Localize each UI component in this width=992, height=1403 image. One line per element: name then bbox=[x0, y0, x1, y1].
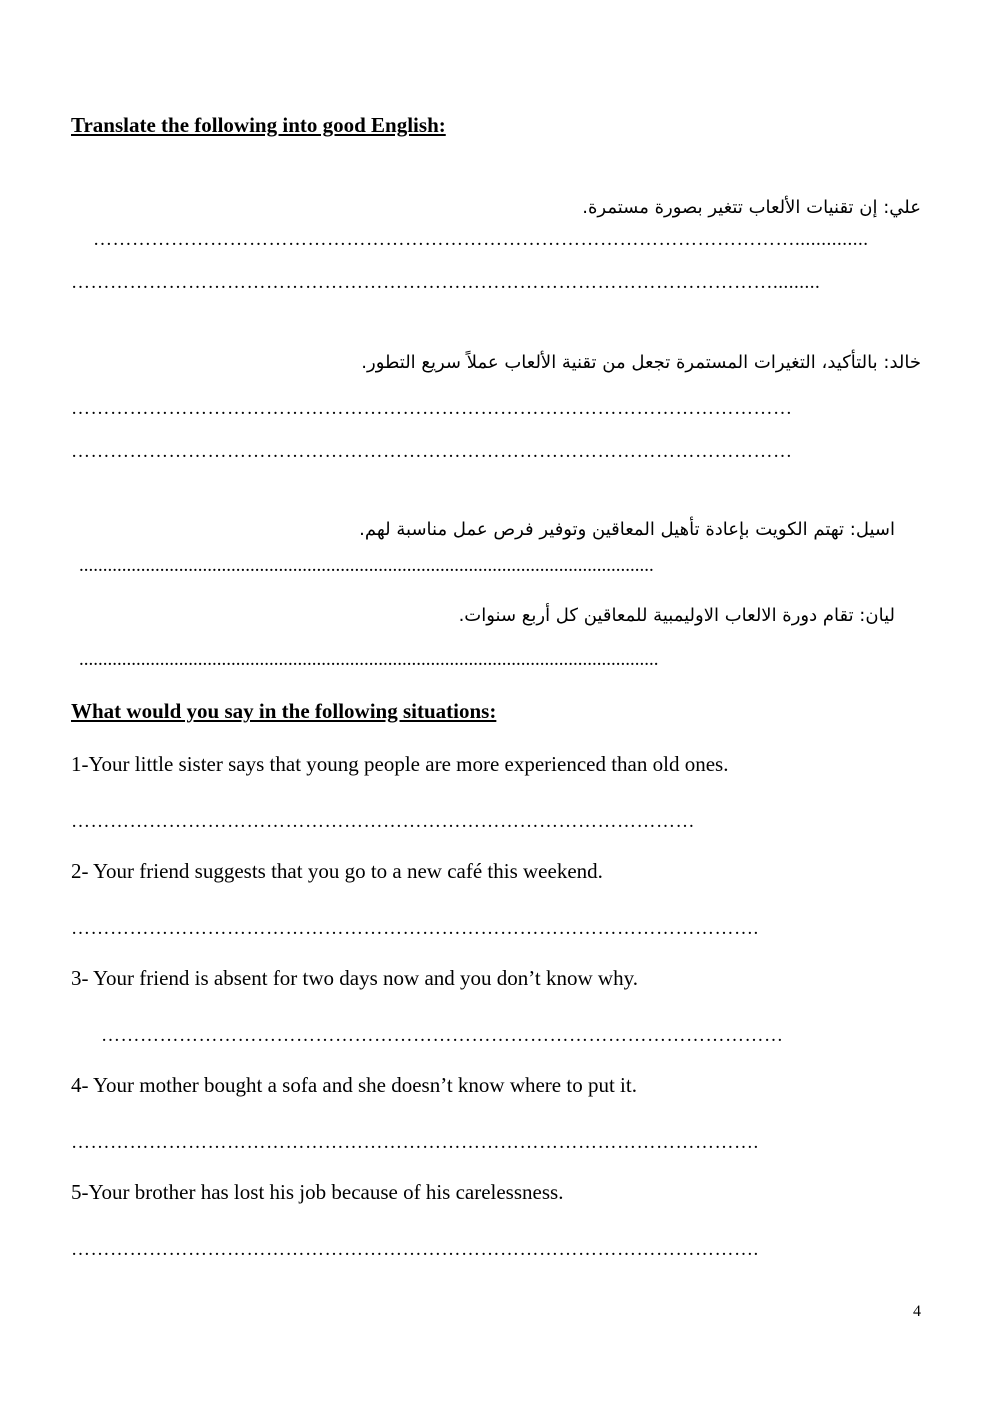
answer-line-1a[interactable]: ……………………………………………………………………………………………….............. bbox=[93, 229, 869, 250]
situation-3: 3- Your friend is absent for two days now and you don’t know why. bbox=[71, 966, 638, 990]
situation-answer-line-1[interactable]: …………………………………………………………………………………… bbox=[71, 811, 695, 832]
situation-answer-line-5[interactable]: ……………………………………………………………………………………………. bbox=[71, 1239, 759, 1260]
situation-2: 2- Your friend suggests that you go to a new café this weekend. bbox=[71, 859, 603, 883]
answer-line-2b[interactable]: ………………………………………………………………………………………………… bbox=[71, 441, 793, 462]
section2-heading: What would you say in the following situations: bbox=[71, 699, 497, 723]
page-number: 4 bbox=[913, 1303, 921, 1320]
arabic-sentence-2: خالد: بالتأكيد، التغيرات المستمرة تجعل من تقنية الألعاب عملاً سريع التطور. bbox=[361, 352, 921, 373]
situation-answer-line-3[interactable]: …………………………………………………………………………………………… bbox=[101, 1025, 784, 1046]
arabic-sentence-1: علي: إن تقنيات الألعاب تتغير بصورة مستمرة. bbox=[582, 197, 921, 218]
answer-line-4[interactable]: .......................................................................................................................... bbox=[79, 649, 659, 670]
situation-4: 4- Your mother bought a sofa and she doesn’t know where to put it. bbox=[71, 1073, 637, 1097]
situation-answer-line-2[interactable]: ……………………………………………………………………………………………. bbox=[71, 918, 759, 939]
answer-line-3[interactable]: ......................................................................................................................... bbox=[79, 555, 654, 576]
arabic-sentence-4: ليان: تقام دورة الالعاب الاوليمبية للمعاقين كل أربع سنوات. bbox=[458, 605, 895, 626]
arabic-sentence-3: اسيل: تهتم الكويت بإعادة تأهيل المعاقين وتوفير فرص عمل مناسبة لهم. bbox=[359, 519, 895, 540]
situation-1: 1-Your little sister says that young people are more experienced than old ones. bbox=[71, 752, 729, 776]
section1-heading: Translate the following into good English: bbox=[71, 113, 446, 137]
answer-line-2a[interactable]: ………………………………………………………………………………………………… bbox=[71, 398, 793, 419]
answer-line-1b[interactable]: ………………………………………………………………………………………………......... bbox=[71, 272, 821, 293]
situation-5: 5-Your brother has lost his job because of his carelessness. bbox=[71, 1180, 564, 1204]
situation-answer-line-4[interactable]: ……………………………………………………………………………………………. bbox=[71, 1132, 759, 1153]
